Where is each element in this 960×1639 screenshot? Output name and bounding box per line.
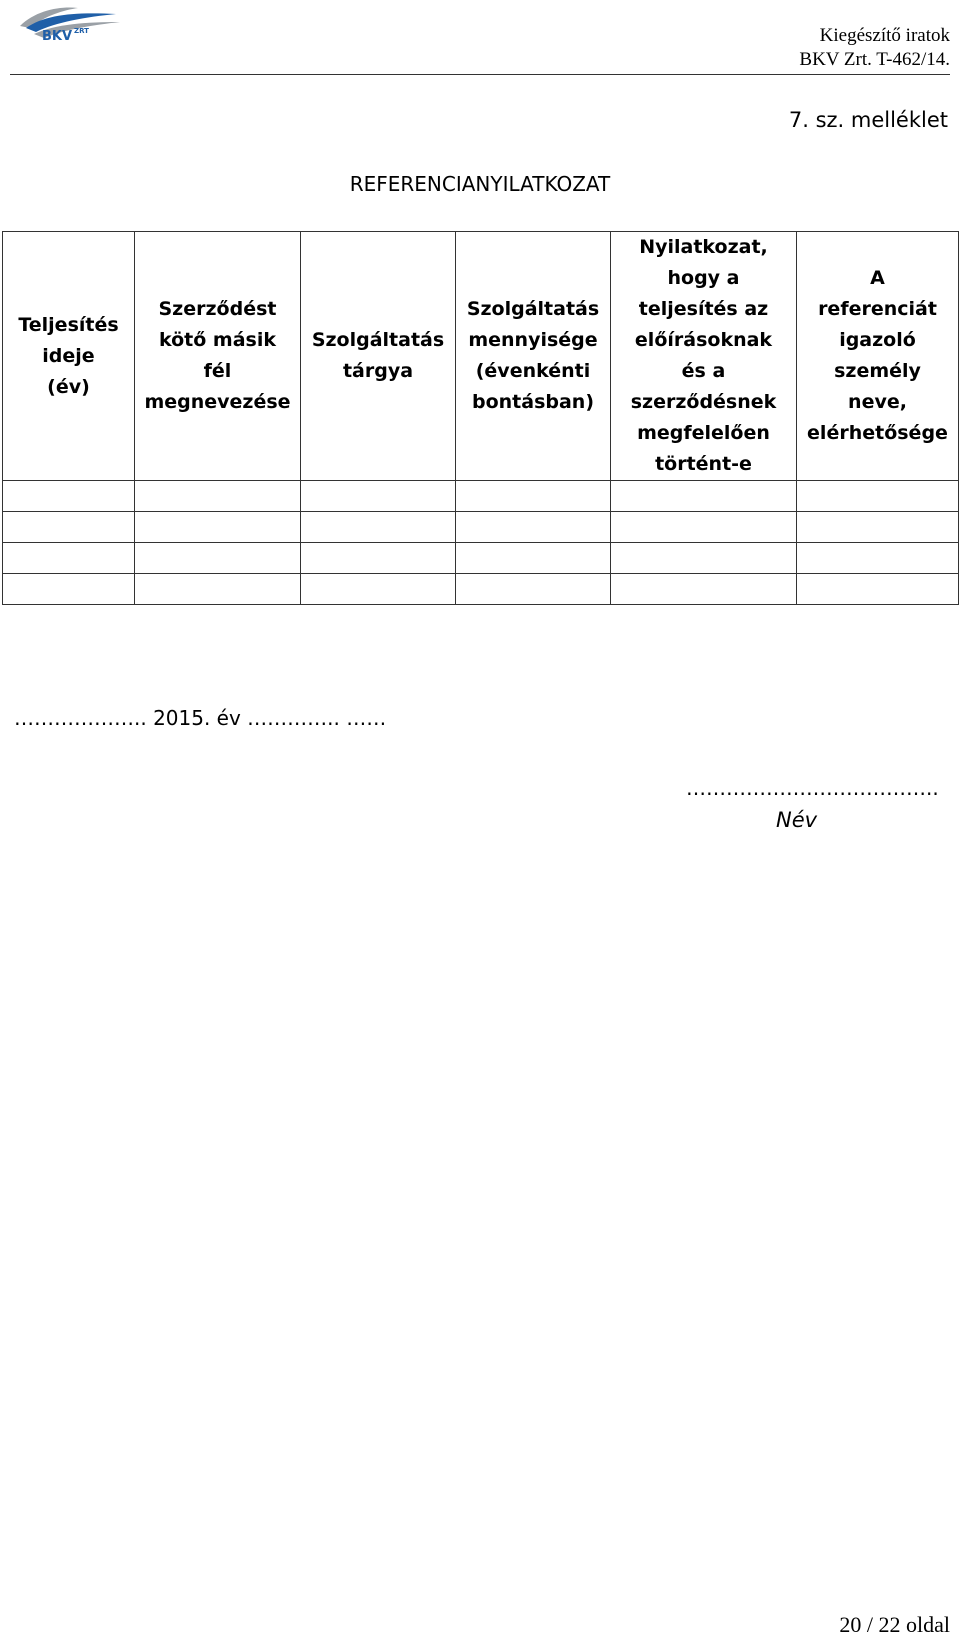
table-cell[interactable] bbox=[611, 543, 797, 574]
page-title: REFERENCIANYILATKOZAT bbox=[349, 172, 611, 196]
table-row bbox=[3, 574, 959, 605]
table-cell[interactable] bbox=[611, 512, 797, 543]
logo-text: BKV bbox=[42, 29, 73, 44]
signature-label: Név bbox=[776, 808, 818, 832]
header-cell-reference-contact: A referenciát igazoló személy neve, elérhetősége bbox=[797, 232, 959, 481]
table-row bbox=[3, 512, 959, 543]
table-cell[interactable] bbox=[456, 481, 611, 512]
table-row bbox=[3, 543, 959, 574]
table-cell[interactable] bbox=[135, 481, 301, 512]
table-cell[interactable] bbox=[3, 481, 135, 512]
table-cell[interactable] bbox=[3, 512, 135, 543]
table-cell[interactable] bbox=[611, 574, 797, 605]
table-cell[interactable] bbox=[456, 512, 611, 543]
table-cell[interactable] bbox=[135, 543, 301, 574]
table-cell[interactable] bbox=[301, 512, 456, 543]
header-divider bbox=[10, 74, 950, 75]
table-cell[interactable] bbox=[301, 481, 456, 512]
reference-table bbox=[2, 231, 959, 605]
header-cell-service-subject: Szolgáltatás tárgya bbox=[301, 232, 456, 481]
document-header bbox=[799, 24, 950, 72]
table-cell[interactable] bbox=[135, 574, 301, 605]
table-header-row bbox=[3, 232, 959, 481]
place-date-line[interactable]: ……………….. 2015. év ………….. …… bbox=[14, 706, 387, 730]
bkv-logo-icon bbox=[16, 4, 126, 44]
table-cell[interactable] bbox=[797, 574, 959, 605]
header-cell-contracting-party: Szerződést kötő másik fél megnevezése bbox=[135, 232, 301, 481]
table-cell[interactable] bbox=[135, 512, 301, 543]
header-line-1: Kiegészítő iratok bbox=[819, 25, 950, 46]
table-cell[interactable] bbox=[797, 481, 959, 512]
header-cell-compliance-statement: Nyilatkozat, hogy a teljesítés az előírásoknak és a szerződésnek megfelelően történt-e bbox=[611, 232, 797, 481]
bkv-logo bbox=[16, 4, 126, 44]
table-cell[interactable] bbox=[301, 574, 456, 605]
table-cell[interactable] bbox=[301, 543, 456, 574]
table-cell[interactable] bbox=[611, 481, 797, 512]
annex-label: 7. sz. melléklet bbox=[788, 108, 948, 132]
header-line-2: BKV Zrt. T-462/14. bbox=[799, 49, 950, 70]
signature-line[interactable]: ……………………………….. bbox=[686, 776, 939, 800]
table-cell[interactable] bbox=[3, 543, 135, 574]
table-cell[interactable] bbox=[456, 543, 611, 574]
table-cell[interactable] bbox=[456, 574, 611, 605]
logo-superscript: ZRT bbox=[74, 27, 89, 35]
table-row bbox=[3, 481, 959, 512]
header-cell-completion-year: Teljesítés ideje (év) bbox=[3, 232, 135, 481]
table-cell[interactable] bbox=[797, 512, 959, 543]
header-cell-service-quantity: Szolgáltatás mennyisége (évenkénti bontásban) bbox=[456, 232, 611, 481]
page-number: 20 / 22 oldal bbox=[839, 1612, 950, 1637]
table-cell[interactable] bbox=[797, 543, 959, 574]
table-cell[interactable] bbox=[3, 574, 135, 605]
